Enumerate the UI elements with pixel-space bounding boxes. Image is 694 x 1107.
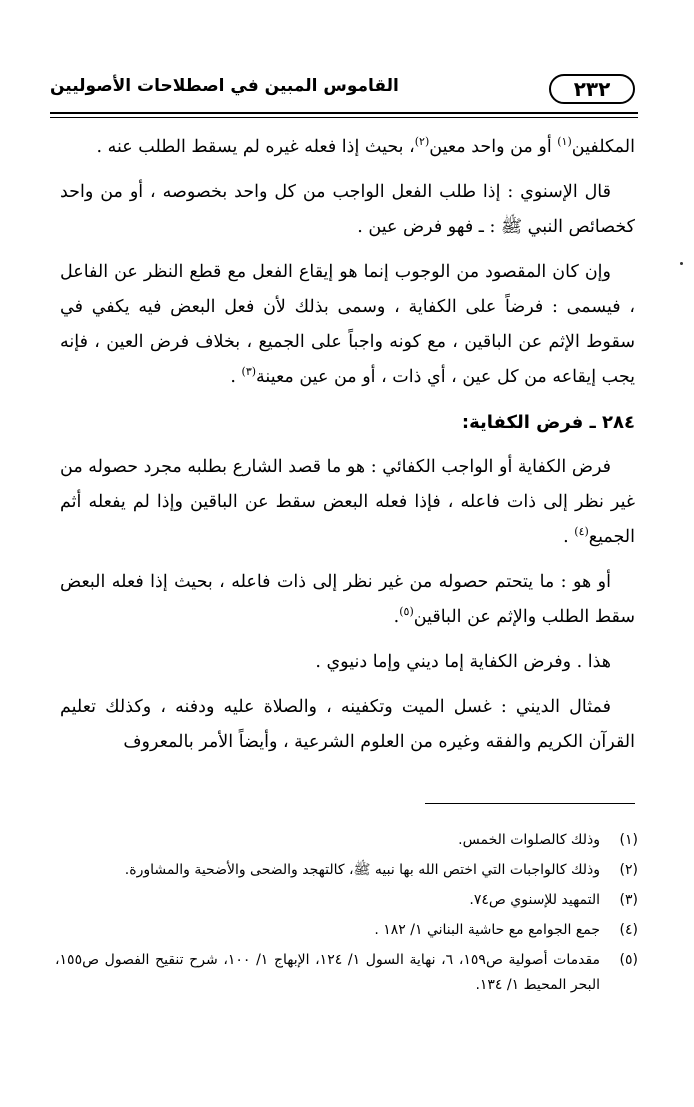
- footnote-text: وذلك كالواجبات التي اختص الله بها نبيه ﷺ، كالتهجد والضحى والأضحية والمشاورة.: [124, 862, 600, 878]
- footnotes: [55, 828, 638, 1003]
- header-rule-thick: [50, 112, 638, 114]
- footnote-number: (٣): [619, 892, 638, 908]
- paragraph-7: فمثال الديني : غسل الميت وتكفينه ، والصلاة عليه ودفنه ، وكذلك تعليم القرآن الكريم والفقه وغيره من العلوم الشرعية ، وأيضاً الأمر بالمعروف: [60, 697, 635, 752]
- footnote-ref-5: (٥): [399, 605, 414, 619]
- footnote-number: (٥): [619, 952, 638, 968]
- footnote-number: (٢): [619, 862, 638, 878]
- running-title: القاموس المبين في اصطلاحات الأصوليين: [50, 76, 399, 96]
- page-header: [50, 72, 635, 112]
- header-rule-thin: [50, 117, 638, 118]
- page-number: ٢٣٢: [549, 74, 635, 104]
- footnote-text: التمهيد للإسنوي ص٧٤.: [469, 892, 600, 908]
- footnote-item: [55, 888, 638, 913]
- paragraph-3-text: وإن كان المقصود من الوجوب إنما هو إيقاع الفعل مع قطع النظر عن الفاعل ، فيسمى : فرضاً على الكفاية ، وسمى بذلك لأن فعل البعض فيه يكفي في سقوط الإثم عن الباقين ، مع كونه واجباً على الجميع ، بخلاف فرض العين ، فإنه يجب إيقاعه من كل عين ، أي ذات ، أو من عين معينة: [60, 262, 635, 387]
- footnote-text: مقدمات أصولية ص١٥٩، ٦، نهاية السول ١/ ١٢٤، الإبهاج ١/ ١٠٠، شرح تنقيح الفصول ص١٥٥، البحر المحيط ١/ ١٣٤.: [55, 952, 601, 993]
- paragraph-1: [60, 130, 635, 165]
- footnote-number: (٤): [619, 922, 638, 938]
- body-text: [60, 130, 635, 770]
- footnote-text: وذلك كالصلوات الخمس.: [458, 832, 600, 848]
- footnote-ref-4: (٤): [574, 525, 589, 539]
- footnote-item: [55, 828, 638, 853]
- footnote-item: [55, 858, 638, 883]
- paragraph-4-end: .: [563, 527, 575, 547]
- paragraph-1-text-b: أو من واحد معين: [429, 137, 558, 157]
- footnote-ref-3: (٣): [241, 365, 257, 379]
- paragraph-5: [60, 565, 635, 635]
- paragraph-5-text: أو هو : ما يتحتم حصوله من غير نظر إلى ذات فاعله ، بحيث إذا فعله البعض سقط الطلب والإثم عن الباقين: [60, 572, 635, 627]
- section-heading: ٢٨٤ ـ فرض الكفاية:: [461, 412, 635, 433]
- footnote-item: [55, 918, 638, 943]
- footnote-number: (١): [619, 832, 638, 848]
- footnote-ref-1: (١): [557, 135, 572, 149]
- paragraph-3: [60, 255, 635, 395]
- paragraph-4: [60, 450, 635, 555]
- footnote-ref-2: (٢): [414, 135, 430, 149]
- paragraph-1-text-c: ، بحيث إذا فعله غيره لم يسقط الطلب عنه .: [96, 137, 415, 157]
- paragraph-1-text-a: المكلفين: [571, 137, 635, 157]
- footnote-text: جمع الجوامع مع حاشية البناني ١/ ١٨٢ .: [374, 922, 600, 938]
- paragraph-5-end: .: [393, 607, 400, 627]
- footnote-separator: [425, 803, 635, 804]
- paragraph-3-end: .: [230, 367, 242, 387]
- footnote-item: [55, 948, 638, 998]
- paragraph-4-text: فرض الكفاية أو الواجب الكفائي : هو ما قصد الشارع بطلبه مجرد حصوله من غير نظر إلى ذات فاعله ، فإذا فعله البعض سقط عن الباقين وإذا لم يفعله أثم الجميع: [60, 457, 635, 547]
- paragraph-6: هذا . وفرض الكفاية إما ديني وإما دنيوي .: [315, 652, 611, 672]
- paragraph-2: قال الإسنوي : إذا طلب الفعل الواجب من كل واحد بخصوصه ، أو من واحد كخصائص النبي ﷺ : ـ فهو فرض عين .: [60, 182, 635, 237]
- margin-dot: [680, 262, 683, 265]
